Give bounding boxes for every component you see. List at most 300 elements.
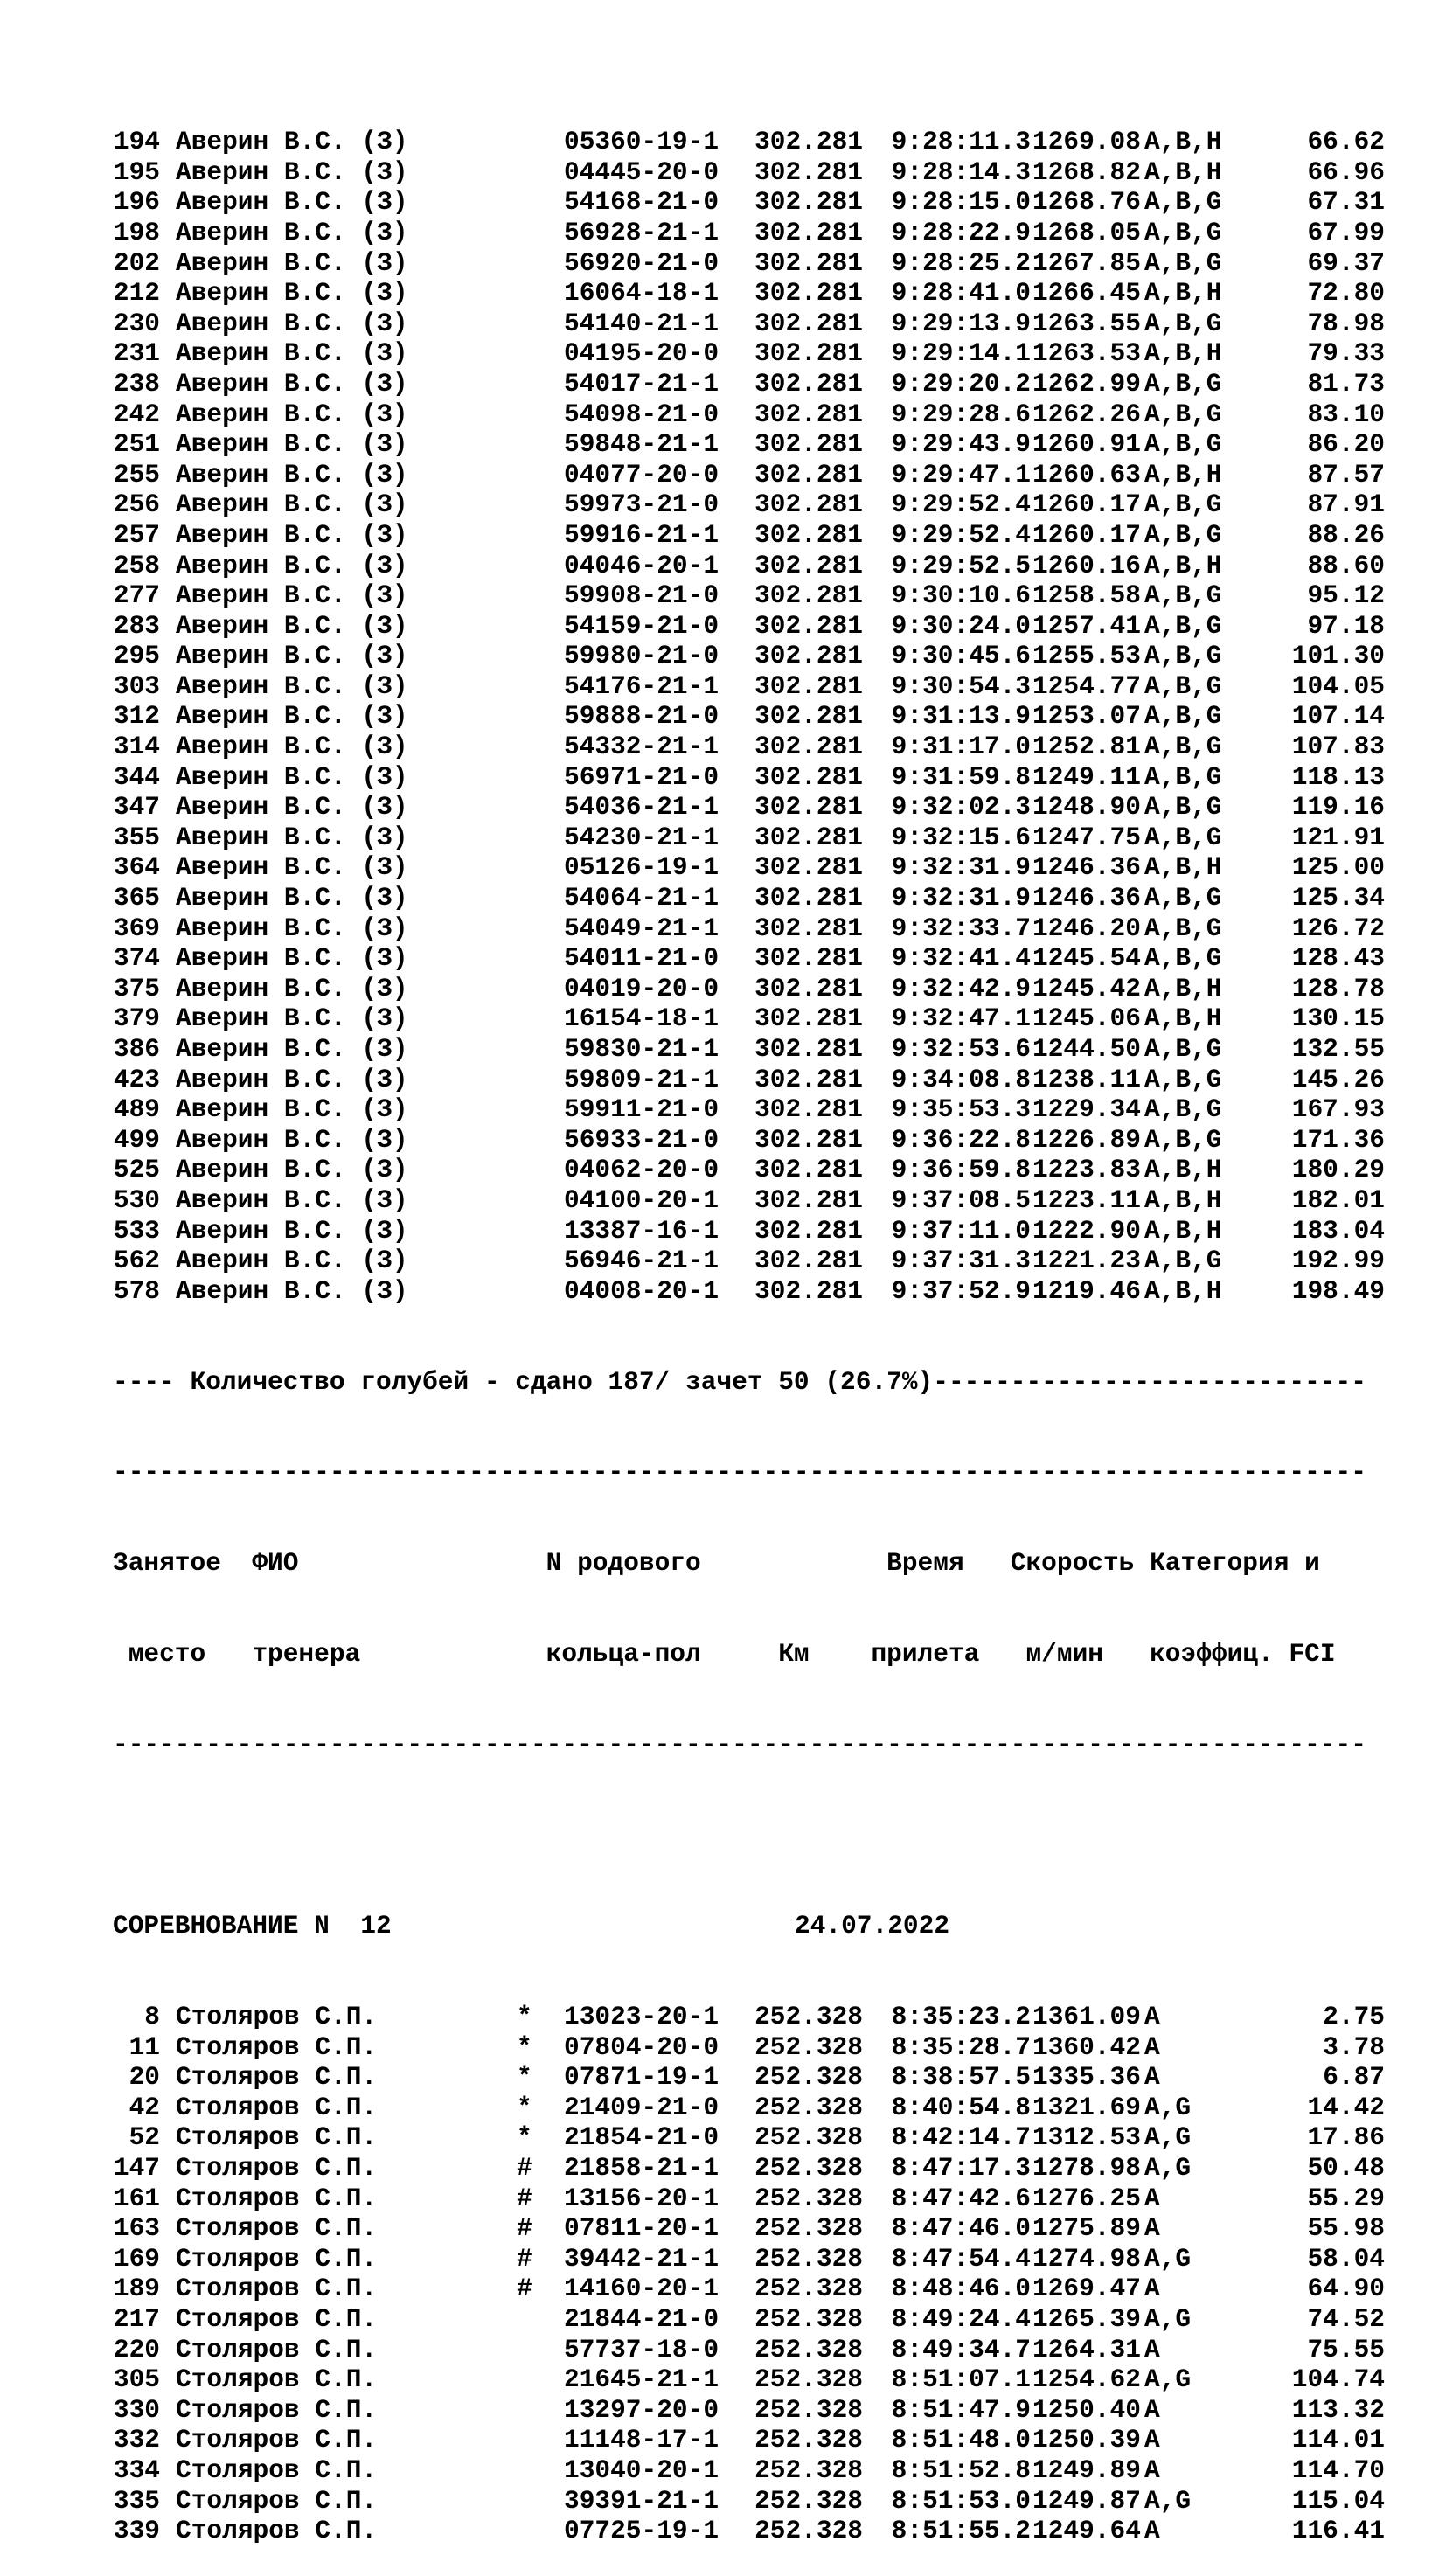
rank-cell: 533 <box>113 1215 160 1246</box>
table-row <box>113 2184 1385 2214</box>
fci-coefficient-cell: 118.13 <box>1291 761 1385 792</box>
category-cell: A <box>1144 2062 1160 2093</box>
arrival-time-cell: 8:51:52.8 <box>891 2454 1031 2485</box>
rank-cell: 365 <box>113 883 160 913</box>
distance-cell: 252.328 <box>754 2454 863 2485</box>
table-row <box>113 2395 1385 2426</box>
fci-coefficient-cell: 182.01 <box>1291 1184 1385 1215</box>
distance-cell: 252.328 <box>754 2213 863 2244</box>
speed-cell: 1250.40 <box>1032 2394 1141 2425</box>
distance-cell: 302.281 <box>754 459 863 490</box>
ring-number-cell: 21844-21-0 <box>564 2303 720 2334</box>
trainer-name-cell: Аверин В.С. (З) <box>176 399 408 429</box>
arrival-time-cell: 8:47:17.3 <box>891 2152 1031 2183</box>
trainer-name-cell: Аверин В.С. (З) <box>176 127 408 157</box>
fci-coefficient-cell: 130.15 <box>1291 1003 1385 1034</box>
category-cell: A,B,H <box>1144 127 1222 157</box>
speed-cell: 1245.54 <box>1032 943 1141 974</box>
category-cell: A,B,G <box>1144 368 1222 399</box>
ring-number-cell: 56928-21-1 <box>564 217 720 247</box>
trainer-name-cell: Аверин В.С. (З) <box>176 217 408 247</box>
trainer-name-cell: Аверин В.С. (З) <box>176 943 408 974</box>
fci-coefficient-cell: 88.60 <box>1307 550 1385 580</box>
arrival-time-cell: 9:28:14.3 <box>891 156 1031 187</box>
trainer-name-cell: Аверин В.С. (З) <box>176 278 408 309</box>
arrival-time-cell: 8:35:28.7 <box>891 2031 1031 2062</box>
table-row <box>113 490 1385 520</box>
category-cell: A,B,G <box>1144 429 1222 460</box>
mark-cell: * <box>517 2092 532 2122</box>
category-cell: A,B,G <box>1144 1094 1222 1125</box>
ring-number-cell: 59848-21-1 <box>564 429 720 460</box>
fci-coefficient-cell: 101.30 <box>1291 641 1385 671</box>
speed-cell: 1268.05 <box>1032 217 1141 247</box>
distance-cell: 252.328 <box>754 2183 863 2213</box>
table-row <box>113 2455 1385 2486</box>
distance-cell: 302.281 <box>754 156 863 187</box>
trainer-name-cell: Столяров С.П. <box>176 2152 378 2183</box>
fci-coefficient-cell: 67.99 <box>1307 217 1385 247</box>
arrival-time-cell: 8:48:46.0 <box>891 2274 1031 2304</box>
rank-cell: 374 <box>113 943 160 974</box>
trainer-name-cell: Столяров С.П. <box>176 2243 378 2274</box>
rank-cell: 277 <box>113 580 160 611</box>
distance-cell: 252.328 <box>754 2243 863 2274</box>
table-row <box>113 218 1385 248</box>
rank-cell: 230 <box>113 308 160 338</box>
trainer-name-cell: Столяров С.П. <box>176 2031 378 2062</box>
arrival-time-cell: 9:29:14.1 <box>891 338 1031 369</box>
fci-coefficient-cell: 132.55 <box>1291 1034 1385 1064</box>
fci-coefficient-cell: 95.12 <box>1307 580 1385 611</box>
trainer-name-cell: Аверин В.С. (З) <box>176 761 408 792</box>
trainer-name-cell: Аверин В.С. (З) <box>176 670 408 701</box>
fci-coefficient-cell: 125.34 <box>1291 883 1385 913</box>
competition-title: СОРЕВНОВАНИЕ N 12 <box>113 1911 392 1941</box>
speed-cell: 1269.08 <box>1032 127 1141 157</box>
rank-cell: 369 <box>113 913 160 943</box>
trainer-name-cell: Аверин В.С. (З) <box>176 550 408 580</box>
rank-cell: 212 <box>113 278 160 309</box>
trainer-name-cell: Аверин В.С. (З) <box>176 1275 408 1306</box>
speed-cell: 1253.07 <box>1032 701 1141 732</box>
category-cell: A,B,H <box>1144 278 1222 309</box>
arrival-time-cell: 8:49:24.4 <box>891 2303 1031 2334</box>
trainer-name-cell: Аверин В.С. (З) <box>176 1094 408 1125</box>
category-cell: A,B,G <box>1144 519 1222 550</box>
table-row <box>113 943 1385 974</box>
arrival-time-cell: 8:51:07.1 <box>891 2364 1031 2395</box>
ring-number-cell: 16154-18-1 <box>564 1003 720 1034</box>
category-cell: A,B,G <box>1144 883 1222 913</box>
rank-cell: 489 <box>113 1094 160 1125</box>
arrival-time-cell: 8:47:46.0 <box>891 2213 1031 2244</box>
mark-cell: # <box>517 2213 532 2244</box>
speed-cell: 1361.09 <box>1032 2002 1141 2031</box>
rank-cell: 20 <box>129 2062 160 2093</box>
ring-number-cell: 21409-21-0 <box>564 2092 720 2122</box>
speed-cell: 1275.89 <box>1032 2213 1141 2244</box>
table-row <box>113 823 1385 853</box>
category-cell: A,B,H <box>1144 550 1222 580</box>
category-cell: A,G <box>1144 2303 1192 2334</box>
fci-coefficient-cell: 72.80 <box>1307 278 1385 309</box>
trainer-name-cell: Столяров С.П. <box>176 2334 378 2364</box>
ring-number-cell: 56933-21-0 <box>564 1124 720 1155</box>
table-row <box>113 551 1385 581</box>
speed-cell: 1246.36 <box>1032 852 1141 883</box>
fci-coefficient-cell: 87.91 <box>1307 490 1385 520</box>
trainer-name-cell: Аверин В.С. (З) <box>176 792 408 823</box>
trainer-name-cell: Столяров С.П. <box>176 2425 378 2455</box>
arrival-time-cell: 9:32:31.9 <box>891 852 1031 883</box>
speed-cell: 1250.39 <box>1032 2425 1141 2455</box>
ring-number-cell: 59973-21-0 <box>564 490 720 520</box>
fci-coefficient-cell: 97.18 <box>1307 610 1385 641</box>
ring-number-cell: 59809-21-1 <box>564 1064 720 1094</box>
table-row <box>113 1185 1385 1216</box>
arrival-time-cell: 9:28:41.0 <box>891 278 1031 309</box>
mark-cell: # <box>517 2183 532 2213</box>
speed-cell: 1249.64 <box>1032 2516 1141 2546</box>
fci-coefficient-cell: 171.36 <box>1291 1124 1385 1155</box>
arrival-time-cell: 9:28:22.9 <box>891 217 1031 247</box>
trainer-name-cell: Аверин В.С. (З) <box>176 822 408 852</box>
fci-coefficient-cell: 104.05 <box>1291 670 1385 701</box>
category-cell: A <box>1144 2031 1160 2062</box>
arrival-time-cell: 9:28:25.2 <box>891 247 1031 278</box>
trainer-name-cell: Столяров С.П. <box>176 2516 378 2546</box>
category-cell: A <box>1144 2213 1160 2244</box>
arrival-time-cell: 8:51:47.9 <box>891 2394 1031 2425</box>
distance-cell: 302.281 <box>754 550 863 580</box>
ring-number-cell: 54168-21-0 <box>564 187 720 218</box>
speed-cell: 1266.45 <box>1032 278 1141 309</box>
distance-cell: 252.328 <box>754 2485 863 2516</box>
arrival-time-cell: 9:28:11.3 <box>891 127 1031 157</box>
trainer-name-cell: Аверин В.С. (З) <box>176 580 408 611</box>
ring-number-cell: 59980-21-0 <box>564 641 720 671</box>
trainer-name-cell: Аверин В.С. (З) <box>176 641 408 671</box>
fci-coefficient-cell: 67.31 <box>1307 187 1385 218</box>
table-row <box>113 2002 1385 2032</box>
category-cell: A <box>1144 2334 1160 2364</box>
arrival-time-cell: 9:37:31.3 <box>891 1246 1031 1276</box>
ring-number-cell: 14160-20-1 <box>564 2274 720 2304</box>
speed-cell: 1262.26 <box>1032 399 1141 429</box>
ring-number-cell: 39442-21-1 <box>564 2243 720 2274</box>
ring-number-cell: 54230-21-1 <box>564 822 720 852</box>
category-cell: A <box>1144 2274 1160 2304</box>
distance-cell: 302.281 <box>754 278 863 309</box>
table-row <box>113 157 1385 188</box>
rank-cell: 163 <box>113 2213 160 2244</box>
fci-coefficient-cell: 167.93 <box>1291 1094 1385 1125</box>
distance-cell: 302.281 <box>754 1155 863 1185</box>
ring-number-cell: 57737-18-0 <box>564 2334 720 2364</box>
rank-cell: 194 <box>113 127 160 157</box>
table-row <box>113 913 1385 944</box>
category-cell: A,B,H <box>1144 1215 1222 1246</box>
table-row <box>113 1125 1385 1156</box>
rank-cell: 303 <box>113 670 160 701</box>
trainer-name-cell: Столяров С.П. <box>176 2002 378 2031</box>
trainer-name-cell: Аверин В.С. (З) <box>176 701 408 732</box>
table-row <box>113 2364 1385 2395</box>
fci-coefficient-cell: 83.10 <box>1307 399 1385 429</box>
rank-cell: 256 <box>113 490 160 520</box>
ring-number-cell: 54159-21-0 <box>564 610 720 641</box>
table-row <box>113 1065 1385 1095</box>
ring-number-cell: 39391-21-1 <box>564 2485 720 2516</box>
trainer-name-cell: Аверин В.С. (З) <box>176 610 408 641</box>
speed-cell: 1260.91 <box>1032 429 1141 460</box>
speed-cell: 1268.76 <box>1032 187 1141 218</box>
arrival-time-cell: 8:51:53.0 <box>891 2485 1031 2516</box>
rank-cell: 335 <box>113 2485 160 2516</box>
ring-number-cell: 59916-21-1 <box>564 519 720 550</box>
speed-cell: 1254.77 <box>1032 670 1141 701</box>
distance-cell: 302.281 <box>754 610 863 641</box>
table-row <box>113 338 1385 369</box>
section-2-results <box>113 2002 1385 2546</box>
fci-coefficient-cell: 107.83 <box>1291 732 1385 762</box>
table-row <box>113 429 1385 460</box>
rule-line-bottom: --------------------------------------------------------------------------------- <box>113 1729 1366 1760</box>
category-cell: A <box>1144 2002 1160 2031</box>
arrival-time-cell: 9:29:13.9 <box>891 308 1031 338</box>
ring-number-cell: 16064-18-1 <box>564 278 720 309</box>
arrival-time-cell: 9:32:42.9 <box>891 973 1031 1003</box>
distance-cell: 252.328 <box>754 2394 863 2425</box>
arrival-time-cell: 8:42:14.7 <box>891 2122 1031 2153</box>
rank-cell: 562 <box>113 1246 160 1276</box>
ring-number-cell: 13023-20-1 <box>564 2002 720 2031</box>
arrival-time-cell: 9:35:53.3 <box>891 1094 1031 1125</box>
category-cell: A,B,G <box>1144 610 1222 641</box>
trainer-name-cell: Аверин В.С. (З) <box>176 247 408 278</box>
arrival-time-cell: 9:32:31.9 <box>891 883 1031 913</box>
fci-coefficient-cell: 78.98 <box>1307 308 1385 338</box>
distance-cell: 302.281 <box>754 1184 863 1215</box>
arrival-time-cell: 8:47:54.4 <box>891 2243 1031 2274</box>
fci-coefficient-cell: 113.32 <box>1291 2394 1385 2425</box>
rank-cell: 312 <box>113 701 160 732</box>
fci-coefficient-cell: 115.04 <box>1291 2485 1385 2516</box>
speed-cell: 1221.23 <box>1032 1246 1141 1276</box>
table-row <box>113 701 1385 732</box>
trainer-name-cell: Аверин В.С. (З) <box>176 913 408 943</box>
ring-number-cell: 56971-21-0 <box>564 761 720 792</box>
rank-cell: 189 <box>113 2274 160 2304</box>
distance-cell: 302.281 <box>754 701 863 732</box>
mark-cell: * <box>517 2122 532 2153</box>
category-cell: A,B,G <box>1144 580 1222 611</box>
arrival-time-cell: 9:29:52.5 <box>891 550 1031 580</box>
speed-cell: 1260.16 <box>1032 550 1141 580</box>
fci-coefficient-cell: 55.29 <box>1307 2183 1385 2213</box>
fci-coefficient-cell: 125.00 <box>1291 852 1385 883</box>
rank-cell: 305 <box>113 2364 160 2395</box>
trainer-name-cell: Аверин В.С. (З) <box>176 156 408 187</box>
table-row <box>113 278 1385 309</box>
arrival-time-cell: 8:40:54.8 <box>891 2092 1031 2122</box>
trainer-name-cell: Аверин В.С. (З) <box>176 973 408 1003</box>
fci-coefficient-cell: 66.62 <box>1307 127 1385 157</box>
category-cell: A,B,G <box>1144 761 1222 792</box>
table-row <box>113 671 1385 702</box>
arrival-time-cell: 9:37:52.9 <box>891 1275 1031 1306</box>
trainer-name-cell: Аверин В.С. (З) <box>176 1003 408 1034</box>
table-row <box>113 580 1385 611</box>
distance-cell: 302.281 <box>754 1124 863 1155</box>
distance-cell: 302.281 <box>754 1034 863 1064</box>
speed-cell: 1254.62 <box>1032 2364 1141 2395</box>
table-row <box>113 762 1385 793</box>
ring-number-cell: 54140-21-1 <box>564 308 720 338</box>
ring-number-cell: 04195-20-0 <box>564 338 720 369</box>
arrival-time-cell: 8:49:34.7 <box>891 2334 1031 2364</box>
trainer-name-cell: Аверин В.С. (З) <box>176 459 408 490</box>
trainer-name-cell: Аверин В.С. (З) <box>176 1124 408 1155</box>
distance-cell: 252.328 <box>754 2062 863 2093</box>
category-cell: A,B,G <box>1144 732 1222 762</box>
trainer-name-cell: Столяров С.П. <box>176 2213 378 2244</box>
distance-cell: 302.281 <box>754 519 863 550</box>
speed-cell: 1257.41 <box>1032 610 1141 641</box>
distance-cell: 252.328 <box>754 2425 863 2455</box>
category-cell: A,G <box>1144 2243 1192 2274</box>
speed-cell: 1244.50 <box>1032 1034 1141 1064</box>
fci-coefficient-cell: 104.74 <box>1291 2364 1385 2395</box>
ring-number-cell: 07871-19-1 <box>564 2062 720 2093</box>
mark-cell: # <box>517 2274 532 2304</box>
arrival-time-cell: 9:29:47.1 <box>891 459 1031 490</box>
trainer-name-cell: Столяров С.П. <box>176 2485 378 2516</box>
ring-number-cell: 13040-20-1 <box>564 2454 720 2485</box>
rank-cell: 255 <box>113 459 160 490</box>
distance-cell: 302.281 <box>754 641 863 671</box>
speed-cell: 1264.31 <box>1032 2334 1141 2364</box>
table-row <box>113 520 1385 551</box>
rank-cell: 8 <box>144 2002 160 2031</box>
speed-cell: 1249.87 <box>1032 2485 1141 2516</box>
ring-number-cell: 54176-21-1 <box>564 670 720 701</box>
rank-cell: 217 <box>113 2303 160 2334</box>
speed-cell: 1246.20 <box>1032 913 1141 943</box>
ring-number-cell: 21858-21-1 <box>564 2152 720 2183</box>
speed-cell: 1260.17 <box>1032 490 1141 520</box>
fci-coefficient-cell: 128.78 <box>1291 973 1385 1003</box>
arrival-time-cell: 9:32:02.3 <box>891 792 1031 823</box>
rank-cell: 238 <box>113 368 160 399</box>
fci-coefficient-cell: 88.26 <box>1307 519 1385 550</box>
speed-cell: 1249.11 <box>1032 761 1141 792</box>
trainer-name-cell: Аверин В.С. (З) <box>176 519 408 550</box>
trainer-name-cell: Столяров С.П. <box>176 2183 378 2213</box>
rank-cell: 375 <box>113 973 160 1003</box>
speed-cell: 1263.53 <box>1032 338 1141 369</box>
category-cell: A,G <box>1144 2122 1192 2153</box>
trainer-name-cell: Аверин В.С. (З) <box>176 308 408 338</box>
rank-cell: 330 <box>113 2394 160 2425</box>
arrival-time-cell: 9:29:52.4 <box>891 490 1031 520</box>
category-cell: A <box>1144 2183 1160 2213</box>
table-row <box>113 2516 1385 2546</box>
speed-cell: 1247.75 <box>1032 822 1141 852</box>
distance-cell: 302.281 <box>754 1094 863 1125</box>
speed-cell: 1222.90 <box>1032 1215 1141 1246</box>
speed-cell: 1219.46 <box>1032 1275 1141 1306</box>
fci-coefficient-cell: 64.90 <box>1307 2274 1385 2304</box>
distance-cell: 302.281 <box>754 943 863 974</box>
competition-heading <box>113 1911 1385 1941</box>
ring-number-cell: 04046-20-1 <box>564 550 720 580</box>
arrival-time-cell: 9:36:59.8 <box>891 1155 1031 1185</box>
distance-cell: 302.281 <box>754 883 863 913</box>
arrival-time-cell: 9:30:10.6 <box>891 580 1031 611</box>
trainer-name-cell: Аверин В.С. (З) <box>176 368 408 399</box>
rank-cell: 283 <box>113 610 160 641</box>
speed-cell: 1245.06 <box>1032 1003 1141 1034</box>
table-row <box>113 2062 1385 2093</box>
arrival-time-cell: 9:32:53.6 <box>891 1034 1031 1064</box>
category-cell: A,B,G <box>1144 1034 1222 1064</box>
speed-cell: 1276.25 <box>1032 2183 1141 2213</box>
rank-cell: 169 <box>113 2243 160 2274</box>
rank-cell: 332 <box>113 2425 160 2455</box>
distance-cell: 302.281 <box>754 127 863 157</box>
summary-line: ---- Количество голубей - сдано 187/ зачет 50 (26.7%)---------------------------- <box>113 1366 1366 1397</box>
trainer-name-cell: Столяров С.П. <box>176 2394 378 2425</box>
distance-cell: 252.328 <box>754 2152 863 2183</box>
arrival-time-cell: 9:37:11.0 <box>891 1215 1031 1246</box>
category-cell: A,B,G <box>1144 399 1222 429</box>
category-cell: A,G <box>1144 2092 1192 2122</box>
rank-cell: 364 <box>113 852 160 883</box>
table-row <box>113 974 1385 1004</box>
arrival-time-cell: 9:32:33.7 <box>891 913 1031 943</box>
trainer-name-cell: Аверин В.С. (З) <box>176 1034 408 1064</box>
distance-cell: 252.328 <box>754 2092 863 2122</box>
speed-cell: 1321.69 <box>1032 2092 1141 2122</box>
rank-cell: 161 <box>113 2183 160 2213</box>
distance-cell: 252.328 <box>754 2334 863 2364</box>
trainer-name-cell: Аверин В.С. (З) <box>176 852 408 883</box>
ring-number-cell: 54017-21-1 <box>564 368 720 399</box>
table-row <box>113 1034 1385 1065</box>
arrival-time-cell: 9:31:59.8 <box>891 761 1031 792</box>
category-cell: A,B,H <box>1144 973 1222 1003</box>
speed-cell: 1223.11 <box>1032 1184 1141 1215</box>
table-row <box>113 2425 1385 2455</box>
arrival-time-cell: 9:29:20.2 <box>891 368 1031 399</box>
fci-coefficient-cell: 121.91 <box>1291 822 1385 852</box>
distance-cell: 302.281 <box>754 580 863 611</box>
fci-coefficient-cell: 6.87 <box>1323 2062 1385 2093</box>
table-row <box>113 2032 1385 2063</box>
distance-cell: 302.281 <box>754 732 863 762</box>
fci-coefficient-cell: 74.52 <box>1307 2303 1385 2334</box>
ring-number-cell: 13387-16-1 <box>564 1215 720 1246</box>
fci-coefficient-cell: 75.55 <box>1307 2334 1385 2364</box>
fci-coefficient-cell: 14.42 <box>1307 2092 1385 2122</box>
category-cell: A,B,H <box>1144 338 1222 369</box>
rank-cell: 251 <box>113 429 160 460</box>
mark-cell: # <box>517 2152 532 2183</box>
mark-cell: * <box>517 2002 532 2031</box>
ring-number-cell: 04062-20-0 <box>564 1155 720 1185</box>
